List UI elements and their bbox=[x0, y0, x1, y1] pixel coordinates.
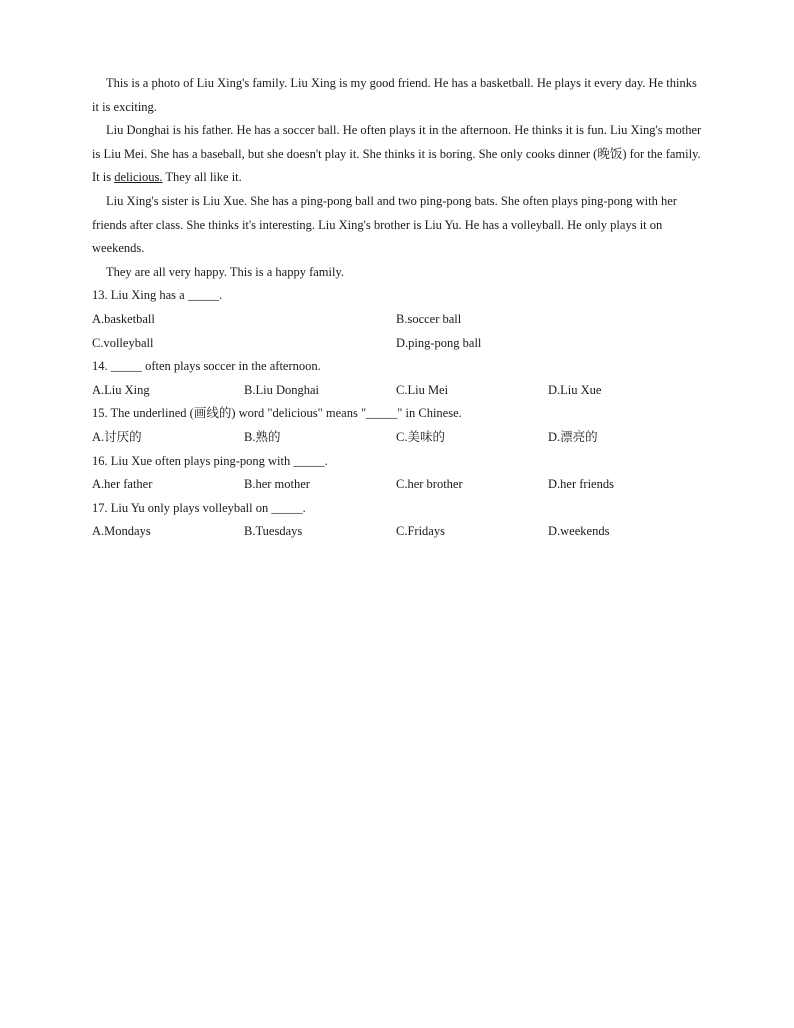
option-c[interactable]: C.Liu Mei bbox=[396, 382, 449, 397]
option-d[interactable]: D.漂亮的 bbox=[548, 429, 598, 444]
option-b[interactable]: B.Tuesdays bbox=[244, 524, 303, 539]
option-c[interactable]: C.volleyball bbox=[92, 335, 154, 350]
passage-paragraph-3: Liu Xing's sister is Liu Xue. She has a ping-pong ball and two ping-pong bats. She often plays ping-pong with her friends after class. She thinks it's interesting. Liu Xing's brother is Liu Yu. He has a volleyball. He only plays it on weekends. bbox=[92, 193, 677, 256]
question-17 bbox=[92, 497, 702, 544]
passage-paragraph-1: This is a photo of Liu Xing's family. Liu Xing is my good friend. He has a basketball. He plays it every day. He thinks it is exciting. bbox=[92, 76, 697, 114]
question-16 bbox=[92, 450, 702, 497]
passage-paragraph-2 bbox=[92, 119, 702, 190]
option-b[interactable]: B.熟的 bbox=[244, 429, 281, 444]
passage-paragraph-2-end: They all like it. bbox=[162, 170, 242, 185]
document-content bbox=[92, 72, 702, 544]
option-a[interactable]: A.Mondays bbox=[92, 524, 151, 539]
option-d[interactable]: D.her friends bbox=[548, 477, 614, 492]
passage-paragraph-4: They are all very happy. This is a happy family. bbox=[106, 264, 345, 279]
option-b[interactable]: B.soccer ball bbox=[396, 311, 462, 326]
question-13 bbox=[92, 284, 702, 355]
options-row bbox=[92, 520, 702, 544]
options-row bbox=[92, 379, 702, 403]
passage-paragraph-2-text: Liu Donghai is his father. He has a soccer ball. He often plays it in the afternoon. He thinks it is fun. Liu Xing's mother is Liu Mei. She has a baseball, but she doesn't play it. She thinks it is boring. She only cooks dinner (晚饭) for the family. It is bbox=[92, 123, 702, 185]
reading-passage bbox=[92, 72, 702, 284]
options-row bbox=[92, 332, 702, 356]
underlined-word: delicious. bbox=[114, 170, 163, 185]
options-row bbox=[92, 473, 702, 497]
option-d[interactable]: D.ping-pong ball bbox=[396, 335, 482, 350]
question-15 bbox=[92, 402, 702, 449]
options-row bbox=[92, 426, 702, 450]
option-b[interactable]: B.Liu Donghai bbox=[244, 382, 319, 397]
option-a[interactable]: A.basketball bbox=[92, 311, 155, 326]
question-stem: 13. Liu Xing has a _____. bbox=[92, 288, 223, 303]
option-d[interactable]: D.Liu Xue bbox=[548, 382, 602, 397]
question-stem: 15. The underlined (画线的) word "delicious" means "_____" in Chinese. bbox=[92, 406, 462, 421]
option-a[interactable]: A.her father bbox=[92, 477, 153, 492]
options-row bbox=[92, 308, 702, 332]
option-a[interactable]: A.讨厌的 bbox=[92, 429, 142, 444]
question-stem: 16. Liu Xue often plays ping-pong with _____. bbox=[92, 453, 328, 468]
option-c[interactable]: C.Fridays bbox=[396, 524, 445, 539]
option-d[interactable]: D.weekends bbox=[548, 524, 610, 539]
question-14 bbox=[92, 355, 702, 402]
option-c[interactable]: C.美味的 bbox=[396, 429, 445, 444]
question-stem: 17. Liu Yu only plays volleyball on _____. bbox=[92, 500, 306, 515]
option-c[interactable]: C.her brother bbox=[396, 477, 463, 492]
option-b[interactable]: B.her mother bbox=[244, 477, 310, 492]
question-stem: 14. _____ often plays soccer in the afternoon. bbox=[92, 359, 321, 374]
option-a[interactable]: A.Liu Xing bbox=[92, 382, 150, 397]
